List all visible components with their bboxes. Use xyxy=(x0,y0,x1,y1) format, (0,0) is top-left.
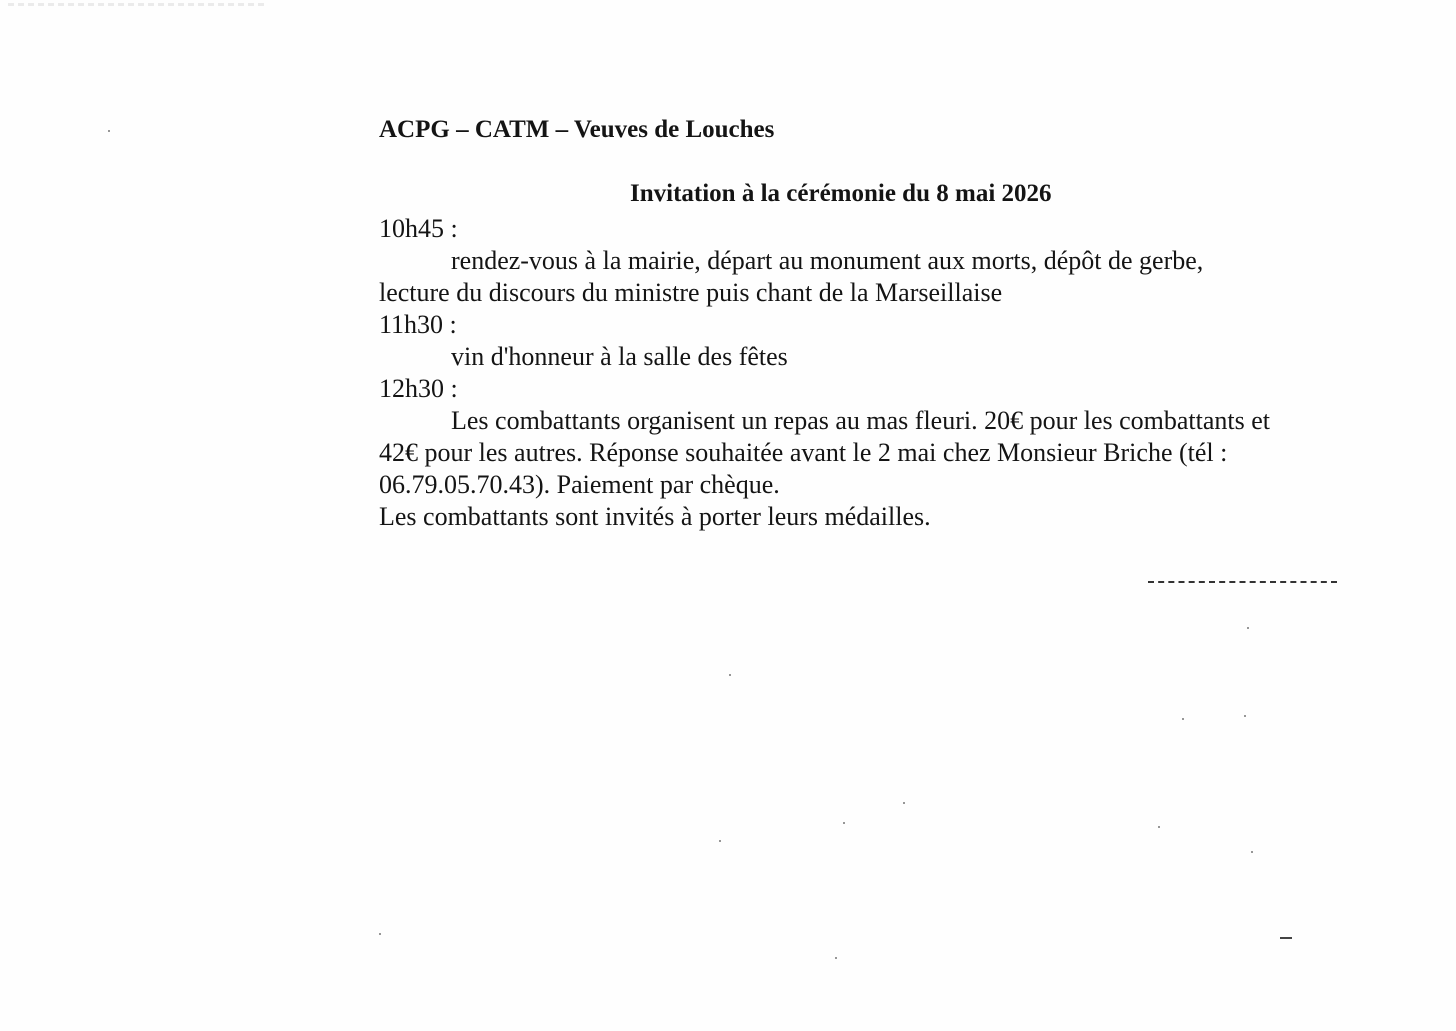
scan-header-noise xyxy=(8,3,268,6)
scan-speck xyxy=(108,130,110,132)
schedule-time-2: 11h30 : xyxy=(379,310,457,339)
scan-speck xyxy=(1244,715,1246,717)
schedule-time-3: 12h30 : xyxy=(379,374,458,403)
scan-speck xyxy=(379,933,381,935)
schedule-text-line: Les combattants organisent un repas au mas fleuri. 20€ pour les combattants et xyxy=(451,406,1271,435)
scan-speck xyxy=(1182,718,1184,720)
invitation-title: Invitation à la cérémonie du 8 mai 2026 xyxy=(630,180,1052,207)
organization-title: ACPG – CATM – Veuves de Louches xyxy=(379,116,775,143)
scan-speck xyxy=(719,840,721,842)
schedule-text-line: vin d'honneur à la salle des fêtes xyxy=(451,342,788,371)
schedule-text-line: lecture du discours du ministre puis chant de la Marseillaise xyxy=(379,278,1003,307)
dashed-signature-line xyxy=(1148,581,1337,583)
scan-speck xyxy=(903,802,905,804)
scan-speck xyxy=(1247,627,1249,629)
schedule-time-1: 10h45 : xyxy=(379,214,458,243)
closing-note: Les combattants sont invités à porter leurs médailles. xyxy=(379,502,931,531)
schedule-text-line: 06.79.05.70.43). Paiement par chèque. xyxy=(379,470,780,499)
schedule-text-line: 42€ pour les autres. Réponse souhaitée avant le 2 mai chez Monsieur Briche (tél : xyxy=(379,438,1228,467)
schedule-text-line: rendez-vous à la mairie, départ au monument aux morts, dépôt de gerbe, xyxy=(451,246,1204,275)
scan-speck xyxy=(835,957,837,959)
scan-speck xyxy=(1251,851,1253,853)
scan-speck xyxy=(1158,826,1160,828)
scan-speck xyxy=(729,674,731,676)
scan-speck xyxy=(843,822,845,824)
scan-dash-mark xyxy=(1280,937,1292,939)
